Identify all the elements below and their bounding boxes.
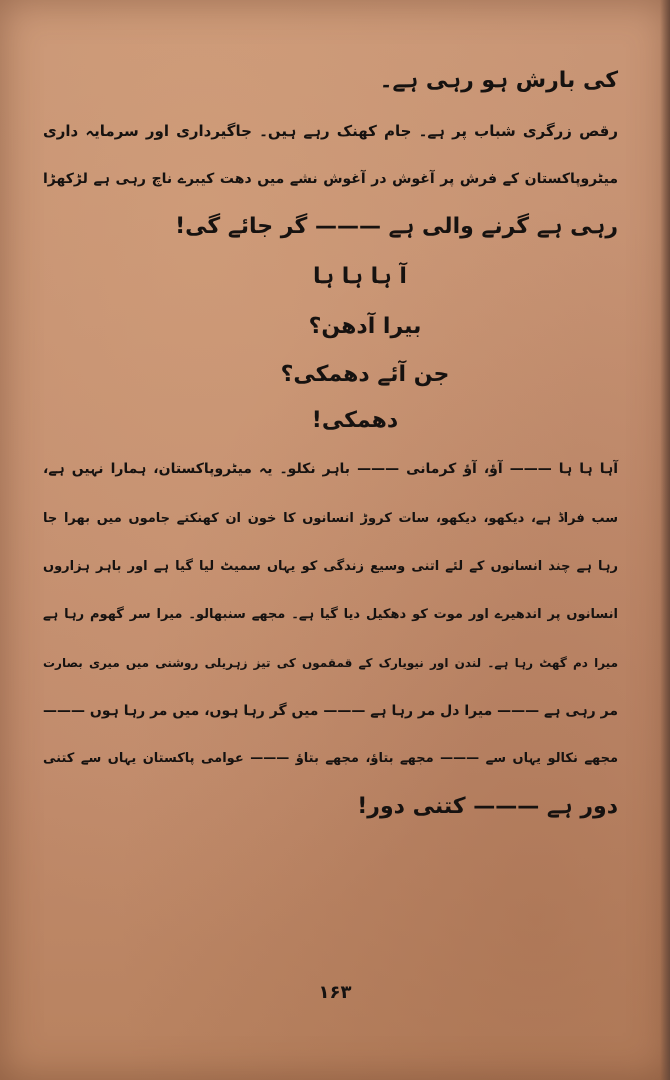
dialogue-line: آ ہا ہا ہا [313,264,407,289]
page-edge-shadow [660,0,670,1080]
text-line: انسانوں پر اندھیرے اور موت کو دھکیل دیا گیا ہے۔ مجھے سنبھالو۔ میرا سر گھوم رہا ہے [43,607,618,622]
dialogue-line: دھمکی! [311,408,399,433]
page-number: ۱۶۳ [318,982,352,1003]
text-line: مجھے نکالو یہاں سے ——— مجھے بتاؤ، مجھے بتاؤ ——— عوامی پاکستان یہاں سے کتنی [43,751,618,766]
text-line: سب فراڈ ہے، دیکھو، دیکھو، سات کروڑ انسانوں کا خون ان کھنکتے جاموں میں بھرا جا [43,511,618,526]
text-line: رقص زرگری شباب پر ہے۔ جام کھنک رہے ہیں۔ جاگیرداری اور سرمایہ داری [43,122,618,140]
text-line: میٹروپاکستان کے فرش پر آغوش در آغوش نشے میں دھت کیبرے ناچ رہی ہے لڑکھڑا [43,171,618,187]
text-line: رہی ہے گرنے والی ہے ——— گر جائے گی! [175,214,618,239]
dialogue-line: جن آئے دھمکی؟ [280,362,450,387]
text-line: آہا ہا ہا ——— آؤ، آؤ کرمانی ——— باہر نکلو۔ یہ میٹروپاکستان، ہمارا نہیں ہے، [43,461,618,477]
text-line: رہا ہے چند انسانوں کے لئے اتنی وسیع زندگی کو یہاں سمیٹ لیا گیا ہے اور باہر ہزاروں [43,559,618,574]
text-line: کی بارش ہو رہی ہے۔ [379,68,618,93]
text-line: دور ہے ——— کتنی دور! [357,794,618,819]
dialogue-line: بیرا آدھن؟ [308,314,422,339]
text-line: میرا دم گھٹ رہا ہے۔ لندن اور نیویارک کے قمقموں کی تیز زہریلی روشنی میں میری بصارت [43,656,618,670]
text-line: مر رہی ہے ——— میرا دل مر رہا ہے ——— میں گر رہا ہوں، میں مر رہا ہوں ——— [43,703,618,719]
